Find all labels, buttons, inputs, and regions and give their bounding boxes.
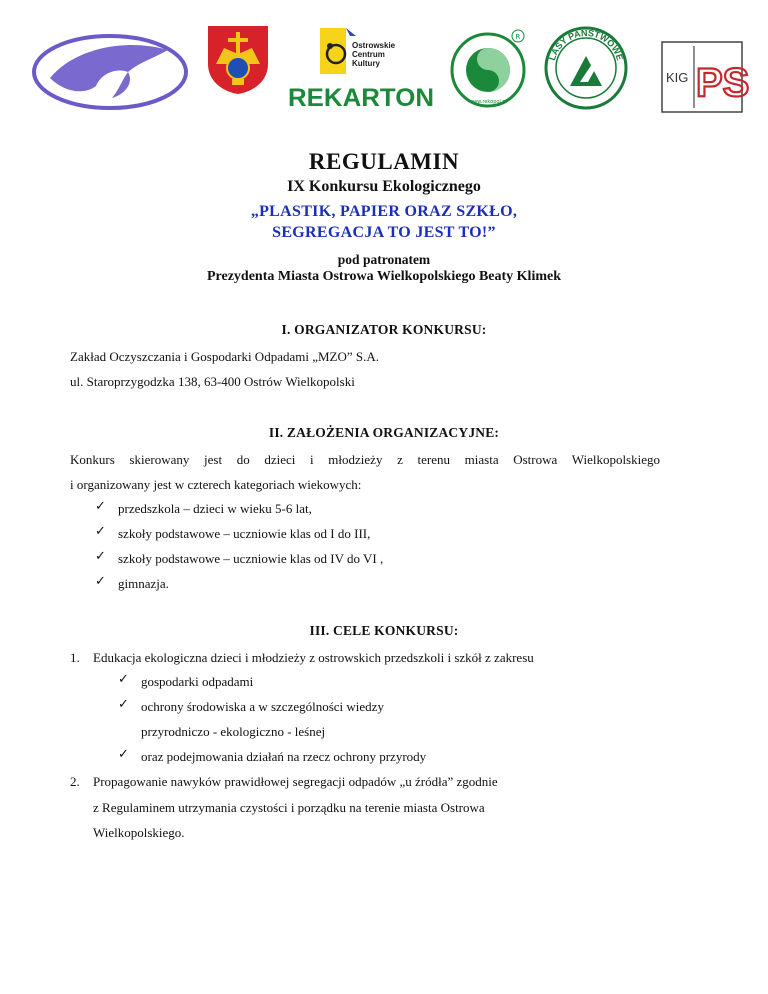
category-item: szkoły podstawowe – uczniowie klas od I do III, xyxy=(118,526,371,541)
kig-text: KIG xyxy=(666,70,689,85)
motto-line-2: SEGREGACJA TO JEST TO!” xyxy=(272,224,496,241)
rekarton-text: REKARTON xyxy=(288,84,434,112)
section-2-text-line-2: i organizowany jest w czterech kategoriach wiekowych: xyxy=(70,477,362,492)
lasy-text: LASY PAŃSTWOWE xyxy=(547,27,625,62)
section-1-heading: I. ORGANIZATOR KONKURSU: xyxy=(281,322,487,337)
goal-1-item-continuation: przyrodniczo - ekologiczno - leśnej xyxy=(141,724,326,739)
logo-bar xyxy=(0,18,768,118)
rekarton-logo xyxy=(286,82,438,112)
patronage-line-2: Prezydenta Miasta Ostrowa Wielkopolskiego Beaty Klimek xyxy=(206,269,561,284)
list-number: 2. xyxy=(70,774,80,789)
title-block xyxy=(0,148,768,286)
page-title: REGULAMIN xyxy=(308,149,460,174)
ps-text: PS xyxy=(696,61,750,105)
check-icon: ✓ xyxy=(118,747,129,762)
category-item: gimnazja. xyxy=(118,576,169,591)
goal-1-item: oraz podejmowania działań na rzecz ochrony przyrody xyxy=(141,749,427,764)
goal-2-line-2: z Regulaminem utrzymania czystości i porządku na terenie miasta Ostrowa xyxy=(93,800,485,815)
check-icon: ✓ xyxy=(95,499,106,514)
patronage-line-1: pod patronatem xyxy=(337,252,431,267)
organizer-name: Zakład Oczyszczania i Gospodarki Odpadami „MZO” S.A. xyxy=(70,349,380,364)
motto-line-1: „PLASTIK, PAPIER ORAZ SZKŁO, xyxy=(250,203,518,220)
goal-1-text: Edukacja ekologiczna dzieci i młodzieży z ostrowskich przedszkoli i szkół z zakresu xyxy=(93,650,534,665)
occ-logo xyxy=(316,24,426,80)
category-item: przedszkola – dzieci w wieku 5-6 lat, xyxy=(118,501,312,516)
category-item: szkoły podstawowe – uczniowie klas od IV do VI , xyxy=(118,551,384,566)
city-coat-of-arms xyxy=(206,24,270,96)
rekopol-url: www.rekopol.pl xyxy=(469,99,507,105)
occ-line2: Centrum xyxy=(352,50,385,59)
goal-1-item: gospodarki odpadami xyxy=(141,674,254,689)
section-3-heading: III. CELE KONKURSU: xyxy=(309,623,459,638)
occ-line1: Ostrowskie xyxy=(352,41,396,50)
goal-2-line-1: Propagowanie nawyków prawidłowej segregacji odpadów „u źródła” zgodnie xyxy=(93,774,498,789)
subtitle: IX Konkursu Ekologicznego xyxy=(287,178,481,195)
lasy-panstwowe-logo xyxy=(540,20,632,116)
check-icon: ✓ xyxy=(118,697,129,712)
check-icon: ✓ xyxy=(95,549,106,564)
organizer-address: ul. Staroprzygodzka 138, 63-400 Ostrów Wielkopolski xyxy=(70,374,355,389)
goal-2-line-3: Wielkopolskiego. xyxy=(93,825,185,840)
svg-text:R: R xyxy=(515,33,521,41)
section-2-heading: II. ZAŁOŻENIA ORGANIZACYJNE: xyxy=(268,425,500,440)
check-icon: ✓ xyxy=(95,524,106,539)
occ-line3: Kultury xyxy=(352,59,380,68)
goal-1-item: ochrony środowiska a w szczególności wiedzy xyxy=(141,699,384,714)
section-2-text-line-1: Konkurs skierowany jest do dzieci i młodzieży z terenu miasta Ostrowa Wielkopolskiego xyxy=(70,452,660,467)
kig-ps-logo xyxy=(660,40,750,116)
list-number: 1. xyxy=(70,650,80,665)
rekopol-green-dot-logo xyxy=(448,28,528,108)
check-icon: ✓ xyxy=(95,574,106,589)
check-icon: ✓ xyxy=(118,672,129,687)
regional-logo xyxy=(30,28,190,112)
